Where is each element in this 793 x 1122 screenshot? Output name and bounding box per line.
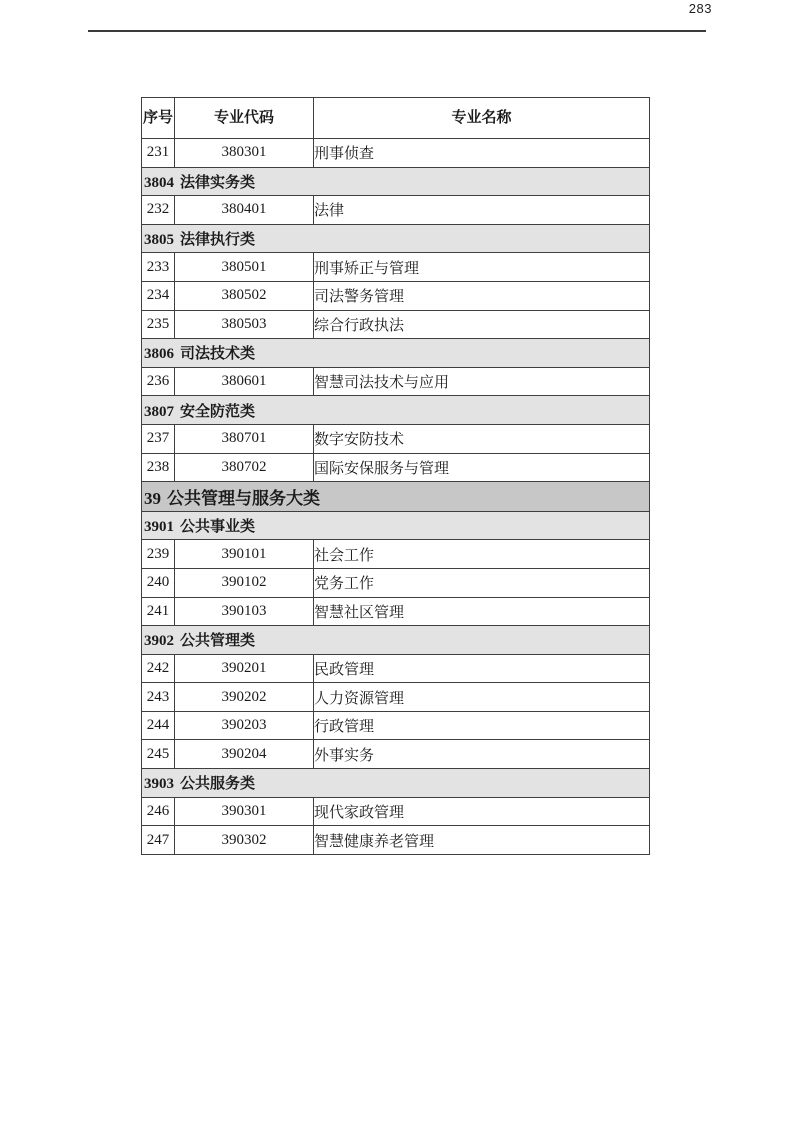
category-code: 3805 xyxy=(144,232,174,249)
majors-table xyxy=(141,97,650,855)
page-number: 283 xyxy=(688,1,712,16)
category-name: 公共管理与服务大类 xyxy=(167,488,320,508)
category-cell xyxy=(142,224,650,253)
row-no-cell: 246 xyxy=(142,797,175,826)
table-row xyxy=(142,310,650,339)
row-name-cell: 智慧司法技术与应用 xyxy=(314,367,650,396)
row-name-cell: 人力资源管理 xyxy=(314,683,650,712)
table-row xyxy=(142,196,650,225)
table-row xyxy=(142,597,650,626)
row-code-cell: 380601 xyxy=(175,367,314,396)
row-no-cell: 238 xyxy=(142,453,175,482)
row-no-cell: 236 xyxy=(142,367,175,396)
category-cell xyxy=(142,511,650,540)
row-name-cell: 外事实务 xyxy=(314,740,650,769)
category-cell xyxy=(142,626,650,655)
row-no-cell: 247 xyxy=(142,826,175,855)
col-header-code: 专业代码 xyxy=(175,98,314,139)
table-row xyxy=(142,654,650,683)
table-row xyxy=(142,683,650,712)
category-name: 法律实务类 xyxy=(180,173,256,191)
category-cell xyxy=(142,396,650,425)
category-name: 公共服务类 xyxy=(180,775,256,793)
row-no-cell: 243 xyxy=(142,683,175,712)
row-no-cell: 241 xyxy=(142,597,175,626)
row-code-cell: 390202 xyxy=(175,683,314,712)
row-code-cell: 390201 xyxy=(175,654,314,683)
table-row xyxy=(142,740,650,769)
table-row xyxy=(142,453,650,482)
row-code-cell: 390204 xyxy=(175,740,314,769)
row-no-cell: 234 xyxy=(142,281,175,310)
table-row xyxy=(142,568,650,597)
row-code-cell: 390302 xyxy=(175,826,314,855)
category-name: 公共管理类 xyxy=(180,632,256,650)
row-name-cell: 司法警务管理 xyxy=(314,281,650,310)
row-code-cell: 380301 xyxy=(175,139,314,168)
row-no-cell: 245 xyxy=(142,740,175,769)
category-cell xyxy=(142,167,650,196)
row-code-cell: 390101 xyxy=(175,540,314,569)
table-row xyxy=(142,424,650,453)
row-no-cell: 240 xyxy=(142,568,175,597)
category-row xyxy=(142,339,650,368)
row-name-cell: 刑事矫正与管理 xyxy=(314,253,650,282)
row-name-cell: 党务工作 xyxy=(314,568,650,597)
category-code: 3806 xyxy=(144,346,174,363)
table-row xyxy=(142,540,650,569)
row-name-cell: 智慧健康养老管理 xyxy=(314,826,650,855)
category-name: 法律执行类 xyxy=(180,231,256,249)
col-header-name: 专业名称 xyxy=(314,98,650,139)
table-row xyxy=(142,253,650,282)
category-code: 3903 xyxy=(144,776,174,793)
row-no-cell: 242 xyxy=(142,654,175,683)
category-code: 3804 xyxy=(144,174,174,191)
table-body xyxy=(142,139,650,855)
row-name-cell: 智慧社区管理 xyxy=(314,597,650,626)
table-row xyxy=(142,281,650,310)
row-code-cell: 380502 xyxy=(175,281,314,310)
category-name: 安全防范类 xyxy=(180,402,256,420)
row-code-cell: 380501 xyxy=(175,253,314,282)
row-no-cell: 239 xyxy=(142,540,175,569)
row-code-cell: 380503 xyxy=(175,310,314,339)
category-code: 3901 xyxy=(144,519,174,536)
major-category-row xyxy=(142,482,650,512)
row-code-cell: 380702 xyxy=(175,453,314,482)
table-row xyxy=(142,711,650,740)
row-no-cell: 231 xyxy=(142,139,175,168)
category-code: 39 xyxy=(144,488,161,508)
row-name-cell: 行政管理 xyxy=(314,711,650,740)
category-code: 3902 xyxy=(144,633,174,650)
major-category-cell xyxy=(142,482,650,512)
row-no-cell: 233 xyxy=(142,253,175,282)
category-row xyxy=(142,167,650,196)
table-header-row xyxy=(142,98,650,139)
category-row xyxy=(142,769,650,798)
row-name-cell: 法律 xyxy=(314,196,650,225)
row-name-cell: 社会工作 xyxy=(314,540,650,569)
row-code-cell: 390102 xyxy=(175,568,314,597)
row-no-cell: 235 xyxy=(142,310,175,339)
category-row xyxy=(142,224,650,253)
row-code-cell: 390203 xyxy=(175,711,314,740)
row-name-cell: 数字安防技术 xyxy=(314,424,650,453)
category-cell xyxy=(142,339,650,368)
category-row xyxy=(142,511,650,540)
row-name-cell: 综合行政执法 xyxy=(314,310,650,339)
category-name: 公共事业类 xyxy=(180,518,256,536)
row-code-cell: 380401 xyxy=(175,196,314,225)
category-row xyxy=(142,396,650,425)
category-cell xyxy=(142,769,650,798)
header-rule xyxy=(88,30,706,32)
row-code-cell: 390103 xyxy=(175,597,314,626)
row-no-cell: 244 xyxy=(142,711,175,740)
table-row xyxy=(142,139,650,168)
row-code-cell: 390301 xyxy=(175,797,314,826)
category-row xyxy=(142,626,650,655)
table-row xyxy=(142,367,650,396)
row-name-cell: 民政管理 xyxy=(314,654,650,683)
table-row xyxy=(142,797,650,826)
col-header-no: 序号 xyxy=(142,98,175,139)
category-code: 3807 xyxy=(144,403,174,420)
row-name-cell: 刑事侦查 xyxy=(314,139,650,168)
table-row xyxy=(142,826,650,855)
row-name-cell: 现代家政管理 xyxy=(314,797,650,826)
row-code-cell: 380701 xyxy=(175,424,314,453)
row-name-cell: 国际安保服务与管理 xyxy=(314,453,650,482)
category-name: 司法技术类 xyxy=(180,345,256,363)
row-no-cell: 237 xyxy=(142,424,175,453)
row-no-cell: 232 xyxy=(142,196,175,225)
